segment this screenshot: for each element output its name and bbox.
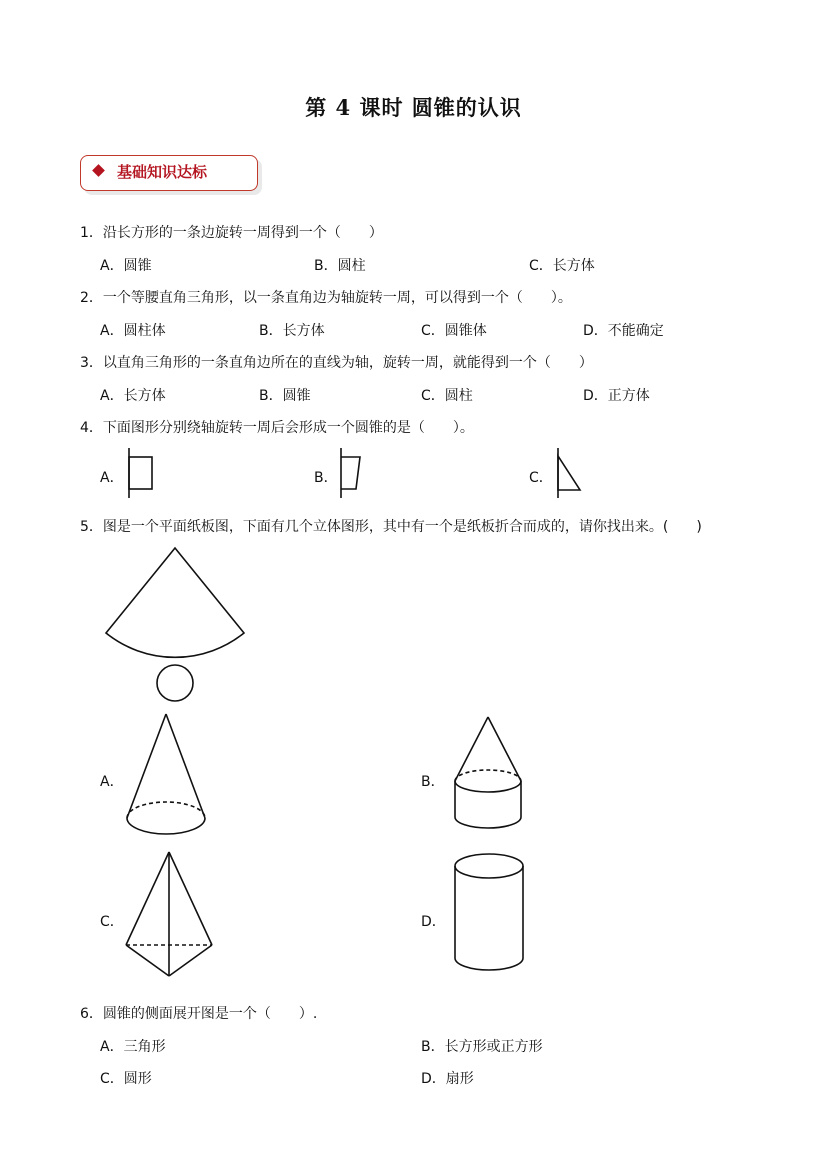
question-3-option-b[interactable]: B．圆锥 (259, 388, 311, 404)
question-4-option-a[interactable]: A． (100, 470, 124, 486)
question-4-option-b[interactable]: B． (314, 470, 338, 486)
question-2-option-d[interactable]: D．不能确定 (583, 323, 664, 339)
question-5-option-d[interactable]: D． (421, 914, 446, 930)
q5-figure-a-cone (124, 712, 212, 838)
q5-figure-d-cylinder (452, 852, 528, 976)
question-5-stem: 5．图是一个平面纸板图，下面有几个立体图形，其中有一个是纸板折合而成的，请你找出来。( ) (80, 519, 702, 535)
question-4-option-c[interactable]: C． (529, 470, 553, 486)
question-3-stem: 3．以直角三角形的一条直角边所在的直线为轴，旋转一周，就能得到一个（ ） (80, 355, 593, 371)
question-4-stem: 4．下面图形分别绕轴旋转一周后会形成一个圆锥的是（ ）。 (80, 420, 474, 436)
question-5-option-c[interactable]: C． (100, 914, 124, 930)
question-6-option-a[interactable]: A．三角形 (100, 1039, 166, 1055)
question-3-option-d[interactable]: D．正方体 (583, 388, 650, 404)
q4-figure-c-triangle-with-axis (552, 448, 586, 500)
question-1-option-c[interactable]: C．长方体 (529, 258, 595, 274)
question-2-stem: 2．一个等腰直角三角形，以一条直角边为轴旋转一周，可以得到一个（ ）。 (80, 290, 572, 306)
question-2-option-b[interactable]: B．长方体 (259, 323, 325, 339)
question-6-option-b[interactable]: B．长方形或正方形 (421, 1039, 543, 1055)
q5-figure-b-cone-on-cylinder (452, 715, 526, 833)
q5-net-figure-sector-and-circle (100, 545, 250, 705)
question-1-option-a[interactable]: A．圆锥 (100, 258, 152, 274)
question-2-option-a[interactable]: A．圆柱体 (100, 323, 166, 339)
question-1-option-b[interactable]: B．圆柱 (314, 258, 366, 274)
question-6-option-d[interactable]: D．扇形 (421, 1071, 474, 1087)
page-title: 第 4 课时 圆锥的认识 (305, 95, 522, 120)
question-6-stem: 6．圆锥的侧面展开图是一个（ ）. (80, 1006, 318, 1022)
question-5-option-a[interactable]: A． (100, 774, 124, 790)
question-3-option-a[interactable]: A．长方体 (100, 388, 166, 404)
question-2-option-c[interactable]: C．圆锥体 (421, 323, 487, 339)
question-5-option-b[interactable]: B． (421, 774, 445, 790)
q4-figure-a-rectangle-with-axis (124, 448, 156, 500)
question-6-option-c[interactable]: C．圆形 (100, 1071, 152, 1087)
q5-figure-c-pyramid (122, 850, 216, 980)
section-header-label: 基础知识达标 (117, 163, 208, 181)
q4-figure-b-trapezoid-with-axis (336, 448, 366, 500)
question-1-stem: 1．沿长方形的一条边旋转一周得到一个（ ） (80, 225, 383, 241)
question-3-option-c[interactable]: C．圆柱 (421, 388, 473, 404)
